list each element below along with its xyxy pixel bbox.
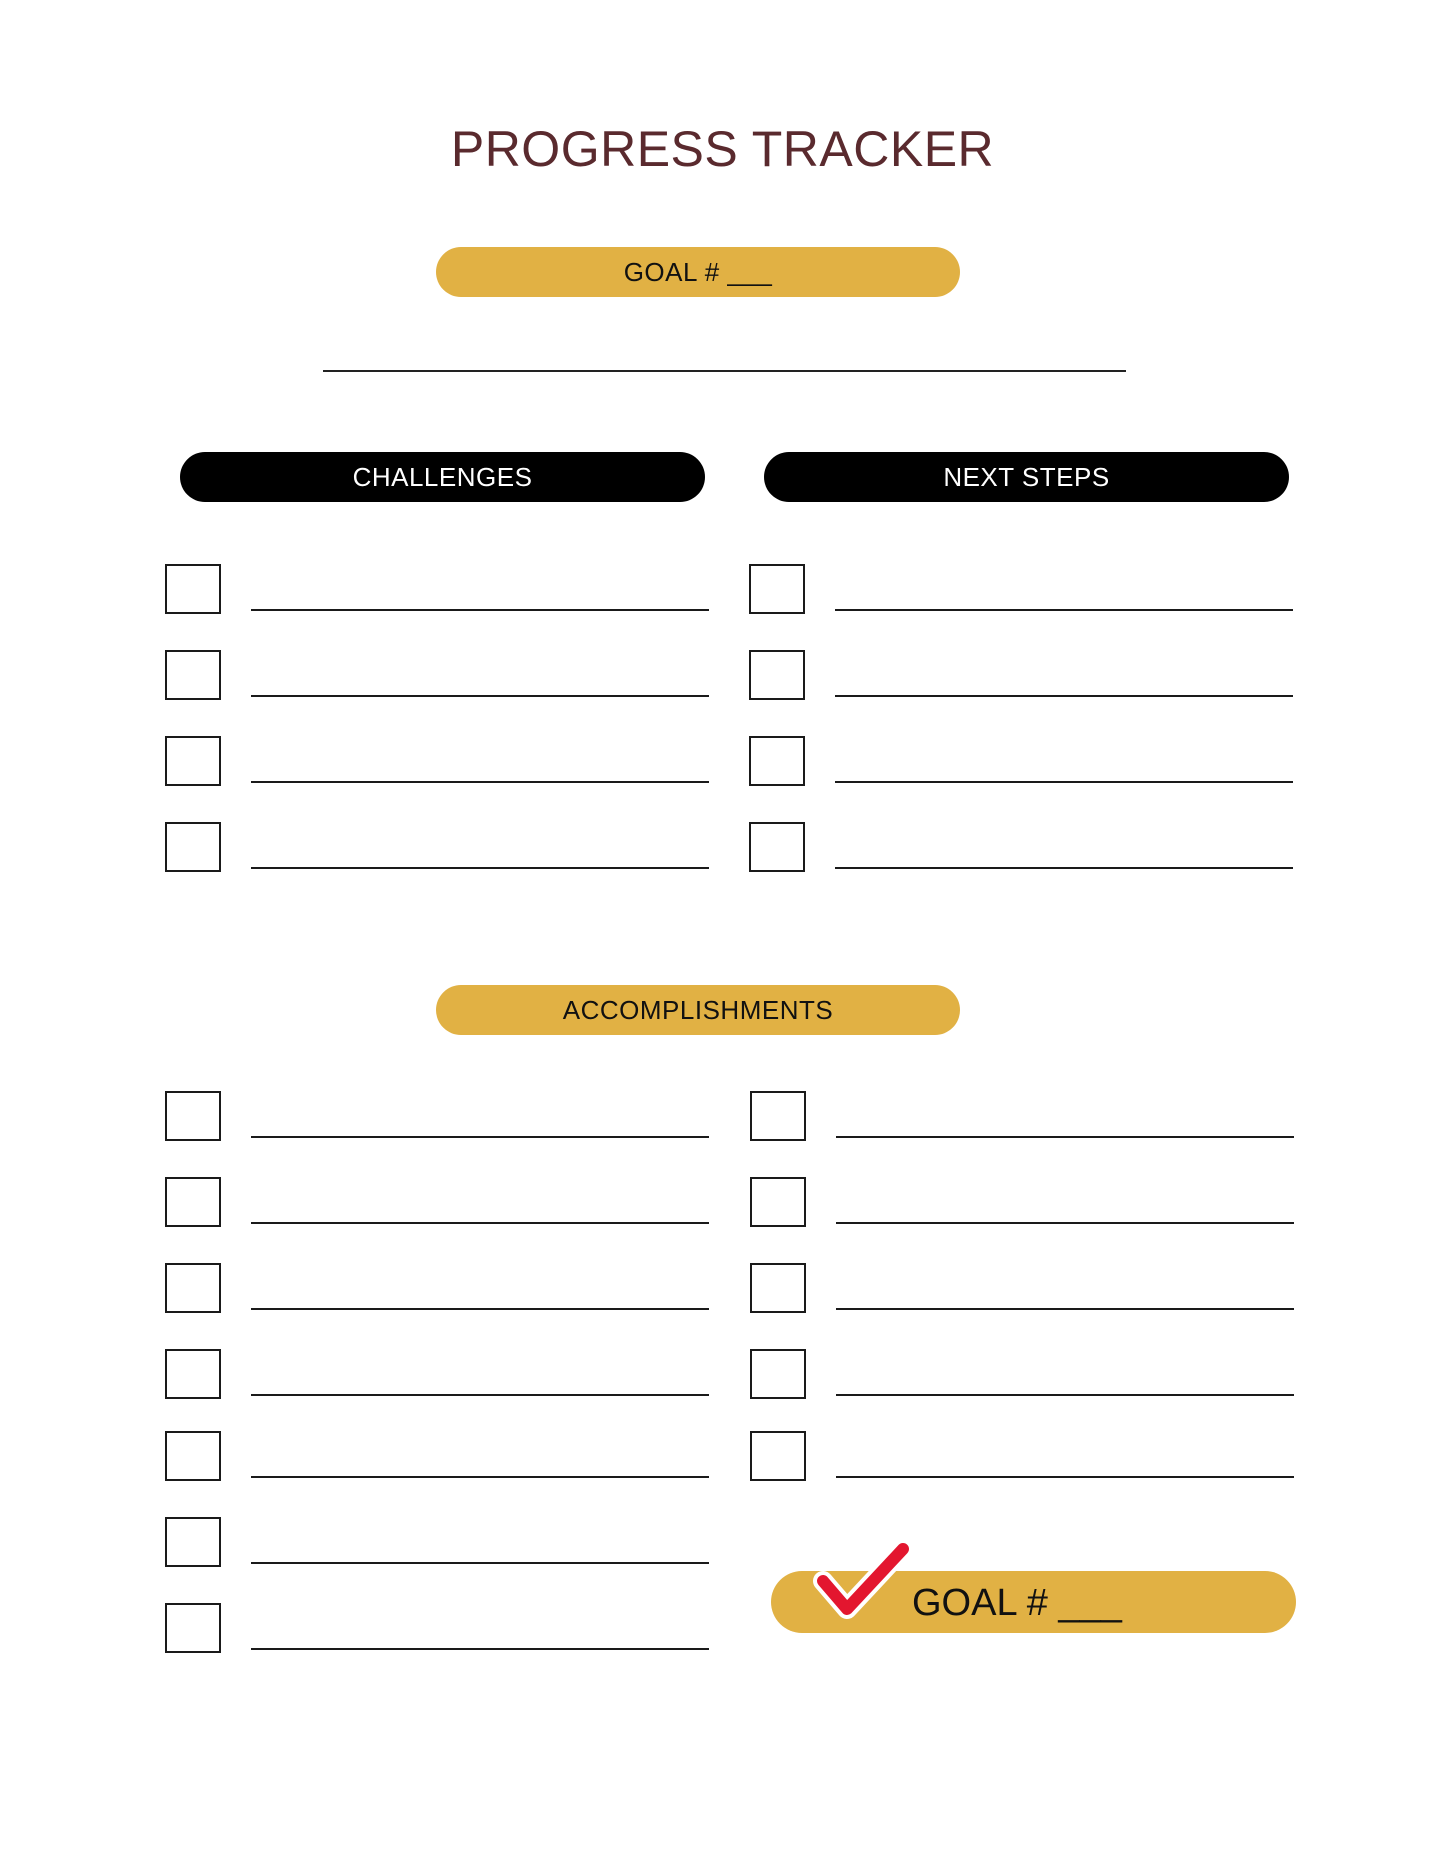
accomplishment-checkbox[interactable] [165, 1263, 221, 1313]
challenge-checkbox[interactable] [165, 736, 221, 786]
next-step-checkbox[interactable] [749, 822, 805, 872]
challenge-line[interactable] [251, 781, 709, 783]
accomplishment-line[interactable] [251, 1562, 709, 1564]
accomplishment-checkbox[interactable] [750, 1091, 806, 1141]
next-step-line[interactable] [835, 609, 1293, 611]
challenge-line[interactable] [251, 695, 709, 697]
challenge-line[interactable] [251, 867, 709, 869]
accomplishment-checkbox[interactable] [165, 1517, 221, 1567]
accomplishment-line[interactable] [836, 1222, 1294, 1224]
accomplishment-line[interactable] [251, 1648, 709, 1650]
page-title: PROGRESS TRACKER [450, 121, 995, 177]
accomplishment-line[interactable] [251, 1394, 709, 1396]
next-step-checkbox[interactable] [749, 736, 805, 786]
accomplishment-checkbox[interactable] [750, 1177, 806, 1227]
challenge-checkbox[interactable] [165, 650, 221, 700]
accomplishment-line[interactable] [836, 1136, 1294, 1138]
next-step-line[interactable] [835, 695, 1293, 697]
accomplishment-checkbox[interactable] [750, 1431, 806, 1481]
next-step-checkbox[interactable] [749, 564, 805, 614]
accomplishment-checkbox[interactable] [165, 1349, 221, 1399]
accomplishment-checkbox[interactable] [165, 1091, 221, 1141]
goal-badge-label: GOAL # ___ [912, 1582, 1122, 1624]
next-step-checkbox[interactable] [749, 650, 805, 700]
accomplishment-line[interactable] [836, 1308, 1294, 1310]
accomplishment-line[interactable] [251, 1222, 709, 1224]
accomplishment-checkbox[interactable] [750, 1263, 806, 1313]
challenge-checkbox[interactable] [165, 564, 221, 614]
challenge-checkbox[interactable] [165, 822, 221, 872]
accomplishment-line[interactable] [251, 1476, 709, 1478]
accomplishment-checkbox[interactable] [750, 1349, 806, 1399]
challenge-line[interactable] [251, 609, 709, 611]
accomplishment-line[interactable] [836, 1394, 1294, 1396]
accomplishment-checkbox[interactable] [165, 1177, 221, 1227]
next-step-line[interactable] [835, 867, 1293, 869]
goal-description-line[interactable] [323, 370, 1126, 372]
next-steps-header: NEXT STEPS [764, 452, 1289, 502]
next-step-line[interactable] [835, 781, 1293, 783]
accomplishment-checkbox[interactable] [165, 1603, 221, 1653]
accomplishment-line[interactable] [251, 1308, 709, 1310]
accomplishment-line[interactable] [251, 1136, 709, 1138]
challenges-header: CHALLENGES [180, 452, 705, 502]
accomplishments-header: ACCOMPLISHMENTS [436, 985, 960, 1035]
checkmark-icon [805, 1537, 925, 1637]
goal-number-header: GOAL # ___ [436, 247, 960, 297]
accomplishment-line[interactable] [836, 1476, 1294, 1478]
accomplishment-checkbox[interactable] [165, 1431, 221, 1481]
